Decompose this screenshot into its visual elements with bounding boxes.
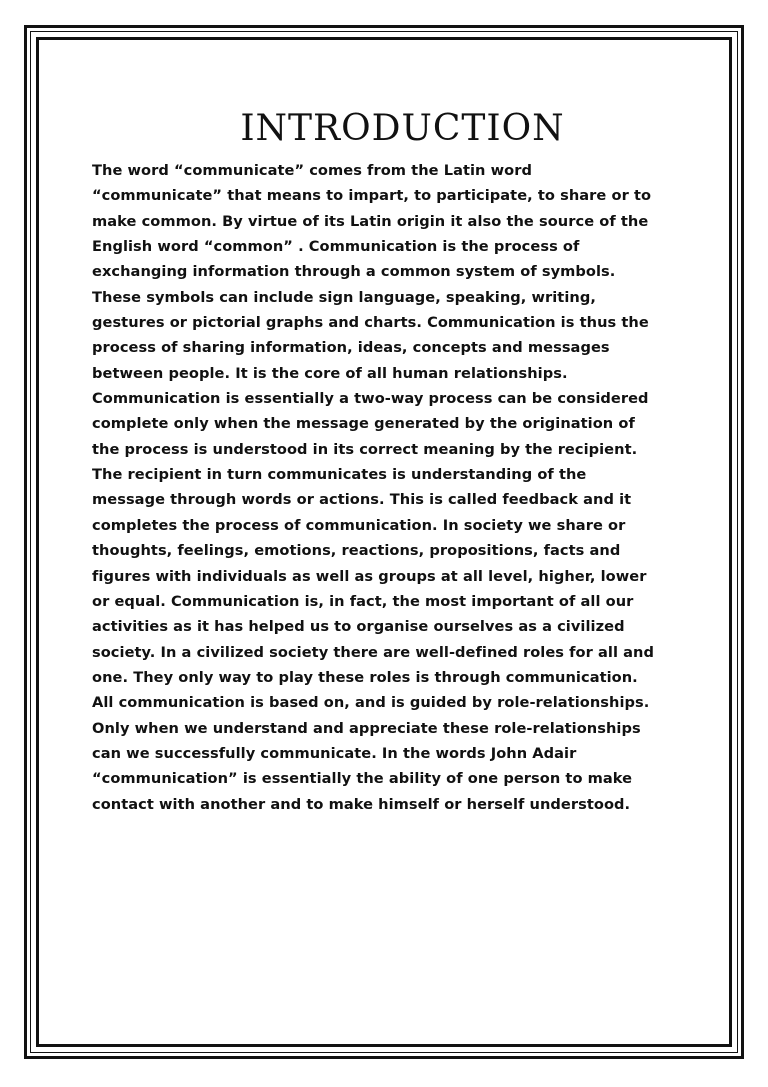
body-line: The word “communicate” comes from the Latin word <box>92 162 532 179</box>
body-line: English word “common” . Communication is the process of <box>92 238 580 256</box>
body-line: thoughts, feelings, emotions, reactions, propositions, facts and <box>92 542 621 560</box>
body-line: The recipient in turn communicates is understanding of the <box>92 466 587 484</box>
body-line: Only when we understand and appreciate these role-relationships <box>92 719 641 737</box>
body-line: complete only when the message generated by the origination of <box>92 415 635 433</box>
body-line: All communication is based on, and is guided by role-relationships. <box>92 694 650 712</box>
body-line: can we successfully communicate. In the words John Adair <box>92 744 577 762</box>
body-line: message through words or actions. This is called feedback and it <box>92 491 632 509</box>
body-line: “communication” is essentially the ability of one person to make <box>92 770 633 788</box>
body-line: These symbols can include sign language, speaking, writing, <box>92 288 596 306</box>
body-line: one. They only way to play these roles is through communication. <box>92 668 638 686</box>
body-line: society. In a civilized society there are well-defined roles for all and <box>92 643 654 661</box>
body-line: exchanging information through a common system of symbols. <box>92 263 616 281</box>
body-line: gestures or pictorial graphs and charts. Communication is thus the <box>92 314 649 332</box>
body-line: figures with individuals as well as groups at all level, higher, lower <box>92 567 647 585</box>
body-line: activities as it has helped us to organise ourselves as a civilized <box>92 618 625 636</box>
body-line: the process is understood in its correct meaning by the recipient. <box>92 440 638 458</box>
body-line: contact with another and to make himself or herself understood. <box>92 795 631 813</box>
body-line: Communication is essentially a two-way process can be considered <box>92 390 649 408</box>
body-line: process of sharing information, ideas, concepts and messages <box>92 339 610 357</box>
body-line: between people. It is the core of all human relationships. <box>92 364 568 382</box>
body-text <box>92 158 677 817</box>
body-line: completes the process of communication. In society we share or <box>92 516 626 534</box>
body-line: make common. By virtue of its Latin origin it also the source of the <box>92 212 649 230</box>
body-line: or equal. Communication is, in fact, the most important of all our <box>92 592 634 610</box>
document-content <box>92 100 677 817</box>
body-line: “communicate” that means to impart, to participate, to share or to <box>92 187 652 205</box>
document-title: INTRODUCTION <box>240 108 565 149</box>
